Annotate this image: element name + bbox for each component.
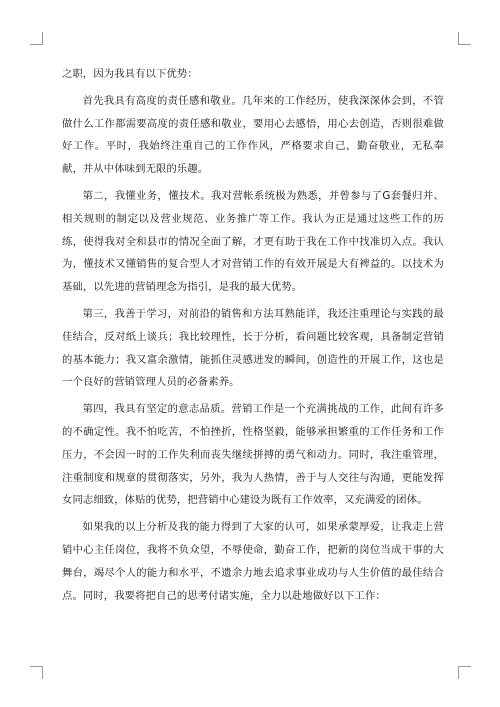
crop-mark-top-right	[458, 32, 471, 45]
paragraph: 第三，我善于学习，对前沿的销售和方法耳熟能详，我还注重理论与实践的最佳结合，反对纸上谈兵；我比较理性，长于分析，看问题比较客观，具备制定营销的基本能力；我又富余激情，能抓住灵感迸发的瞬间，创造性的开展工作，这也是一个良好的营销管理人员的必备素养。	[62, 307, 444, 389]
crop-mark-bottom-right	[458, 666, 471, 679]
paragraph: 第四，我具有坚定的意志品质。营销工作是一个充满挑战的工作，此间有许多的不确定性。我不怕吃苦，不怕挫折，性格坚毅，能够承担繁重的工作任务和工作压力，不会因一时的工作失利而丧失继续拼搏的勇气和动力。同时，我注重管理，注重制度和规章的贯彻落实，另外，我为人热情，善于与人交往与沟通，更能发挥女同志细致，体贴的优势，把营销中心建设为既有工作效率，又充满爱的团体。	[62, 403, 444, 507]
paragraph: 之职，因为我具有以下优势：	[62, 68, 198, 80]
document-body	[62, 63, 444, 611]
paragraph: 首先我具有高度的责任感和敬业。几年来的工作经历，使我深深体会到，不管做什么工作都需要高度的责任感和敬业，要用心去感悟，用心去创造，否则很难做好工作。平时，我始终注重自己的工作作风，严格要求自己，勤奋敬业，无私奉献，并从中体味到无限的乐趣。	[62, 94, 444, 176]
paragraph: 第二，我懂业务，懂技术。我对营帐系统极为熟悉，并曾参与了G套餐归并、相关规则的制定以及营业规范、业务推广等工作。我认为正是通过这些工作的历练，使得我对全和县市的情况全面了解，才更有助于我在工作中找准切入点。我认为，懂技术又懂销售的复合型人才对营销工作的有效开展是大有裨益的。以技术为基础，以先进的营销理念为指引，是我的最大优势。	[62, 189, 444, 294]
crop-mark-bottom-left	[30, 666, 43, 679]
paragraph: 如果我的以上分析及我的能力得到了大家的认可，如果承蒙厚爱，让我走上营销中心主任岗位，我将不负众望，不辱使命，勤奋工作，把新的岗位当成干事的大舞台，竭尽个人的能力和水平，不遗余力地去追求事业成功与人生价值的最佳结合点。同时，我要将把自己的思考付诸实施，全力以赴地做好以下工作：	[62, 521, 444, 602]
crop-mark-top-left	[30, 32, 43, 45]
